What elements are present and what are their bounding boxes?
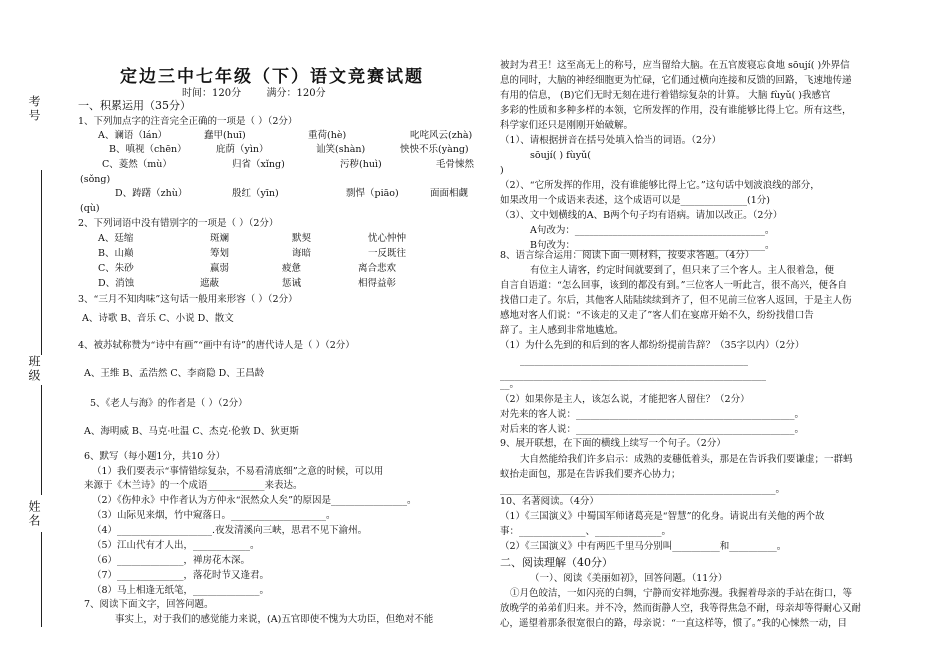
left-line: 诲暗 xyxy=(292,248,312,259)
left-line: 惩诫 xyxy=(282,278,302,289)
exam-meta: 时间：120分 满分：120分 xyxy=(182,88,326,99)
right-line: 被封为君王！这至高无上的称号，应当留给大脑。在五官废寝忘食地 sōují( )外界信 xyxy=(500,60,850,71)
right-line: （2）如果你是主人，该怎么说，才能把客人留住？（2分） xyxy=(500,394,750,405)
left-line: 离合悲欢 xyxy=(358,263,397,274)
left-line: (qù) xyxy=(80,203,100,214)
right-line: 对先来的客人说：______________________________________________。 xyxy=(500,409,805,420)
left-line: 一、积累运用（35分） xyxy=(78,99,191,112)
left-line: A、廷缩 xyxy=(98,233,134,244)
right-line: __________________________________________________________。 xyxy=(500,484,786,495)
left-line: A、诗歌 B、音乐 C、小说 D、散文 xyxy=(82,313,234,324)
left-line: 斑斓 xyxy=(210,233,230,244)
class-label: 班级 xyxy=(27,355,41,383)
left-line: C、菱然（mù） xyxy=(102,159,172,170)
right-line: sōují( ) fùyǔ( xyxy=(530,150,591,161)
right-line: 事：______________、______________。 xyxy=(500,526,672,537)
right-line: 8、语言综合运用：阅读下面一则材料，按要求答题。（4分） xyxy=(500,250,755,261)
right-line: ________________________________________________ xyxy=(520,355,748,366)
left-line: A、海明威 B、马克·吐温 C、杰克·伦敦 D、狄更斯 xyxy=(84,426,299,437)
right-line: （1）为什么先到的和后到的客人都纷纷提前告辞？（35字以内）（2分） xyxy=(500,340,805,351)
left-line: 庇荫（yìn） xyxy=(216,144,269,155)
right-line: （一）、阅读《美丽如初》，回答问题。（11分） xyxy=(530,573,728,584)
right-line: 辞了。主人感到非常地尴尬。 xyxy=(500,325,624,336)
left-line: 剽悍（piāo) xyxy=(346,188,399,199)
right-line: （1）、请根据拼音在括号处填入恰当的词语。（2分） xyxy=(500,135,722,146)
left-line: （8）马上相逢无纸笔，______________。 xyxy=(92,585,270,596)
left-line: （5）江山代有才人出，____________。 xyxy=(92,540,260,551)
left-line: 筹划 xyxy=(210,248,230,259)
left-line: （1）我们要表示“事情错综复杂，不易看清底细”之意的时候，可以用 xyxy=(92,466,384,477)
right-line: 找借口走了。尔后，其他客人陆陆续续到齐了，但不见前三位客人返回，于是主人伤 xyxy=(500,295,852,306)
right-line: 心，遥望着那条很宽很白的路，母亲说：“一直这样等，惯了。”我的心悚然一动，目 xyxy=(500,618,847,629)
page-title: 定边三中七年级（下）语文竞赛试题 xyxy=(120,67,424,87)
right-line: 如果改用一个成语来表述，这个成语可以是______________(1分) xyxy=(500,195,770,206)
left-line: 叱咤风云(zhà) xyxy=(410,130,473,141)
left-line: 归省（xǐng) xyxy=(232,159,285,170)
exam-number-label: 考号 xyxy=(27,95,41,123)
left-line: (sǒng) xyxy=(80,174,111,185)
left-line: 讪笑(shàn) xyxy=(316,144,366,155)
left-line: （6）______________，禅房花木深。 xyxy=(92,555,251,566)
left-line: C、朱砂 xyxy=(98,263,134,274)
right-line: （2）、“它所发挥的作用，没有谁能够比得上它。”这句话中划波浪线的部分， xyxy=(500,180,820,191)
name-label: 姓名 xyxy=(27,500,41,528)
right-line: __。 xyxy=(500,379,520,390)
left-line: 面面相觑 xyxy=(430,188,469,199)
left-line: 毛骨悚然 xyxy=(436,159,475,170)
left-line: 来源于《木兰诗》的一个成语____________来表达。 xyxy=(84,480,303,491)
right-line: 放晚学的弟弟们归来。并不冷，然而街静人空，我等得焦急不耐，母亲却等得耐心又耐 xyxy=(500,603,862,614)
left-line: 怏怏不乐(yàng) xyxy=(400,144,469,155)
left-line: B、山巅 xyxy=(98,248,134,259)
right-line: ①月色皎洁，一如闪亮的白绸，宁静而安祥地弥漫。我握着母亲的手站在街口，等 xyxy=(510,588,853,599)
right-line: 自言自语道：“怎么回事，该到的都没有到。”三位客人一听此言，很不高兴，便各自 xyxy=(500,280,847,291)
right-line: （2）《三国演义》中有两匹千里马分别叫__________和__________。 xyxy=(500,541,787,552)
right-line: A句改为：________________________________________。 xyxy=(530,225,775,236)
left-line: D、踌躇（zhù） xyxy=(115,188,188,199)
sidebar-line-1 xyxy=(41,170,42,355)
left-line: A、王维 B、孟浩然 C、李商隐 D、王昌龄 xyxy=(84,368,265,379)
left-line: 忧心忡忡 xyxy=(368,233,407,244)
right-line: 有位主人请客，约定时间就要到了，但只来了三个客人。主人很着急，便 xyxy=(530,265,835,276)
right-line: 感地对客人们说：“不该走的又走了”客人们在宴席开始不久，纷纷找借口告 xyxy=(500,310,814,321)
left-line: 遮蔽 xyxy=(200,278,220,289)
left-line: 污秽(huì) xyxy=(340,159,382,170)
left-line: 蠢甲(huī) xyxy=(204,130,246,141)
left-line: （3）山际见来烟，竹中窥落日。____________________。 xyxy=(92,510,336,521)
right-line: 对后来的客人说：______________________________________________。 xyxy=(500,424,805,435)
left-line: 疲惫 xyxy=(282,263,302,274)
right-line: ________________________________________________________ xyxy=(500,370,766,381)
right-line: （3）、文中划横线的A、B两个句子均有语病。请加以改正。（2分） xyxy=(500,210,783,221)
right-line: 9、展开联想，在下面的横线上续写一个句子。（2分） xyxy=(500,438,726,449)
left-line: 7、阅读下面文字，回答问题。 xyxy=(84,599,214,610)
left-line: 5、《老人与海》的作者是（ ）（2分） xyxy=(90,398,248,409)
right-line: 多彩的性质和多种多样的本领，它所发挥的作用，没有谁能够比得上它。所有这些， xyxy=(500,105,852,116)
left-line: 4、被苏轼称赞为“诗中有画”“画中有诗”的唐代诗人是（ ）（2分） xyxy=(78,340,355,351)
right-line: 二、阅读理解（40分） xyxy=(500,556,613,569)
left-line: （7）______________，落花时节又逢君。 xyxy=(92,570,270,581)
sidebar-line-2 xyxy=(41,385,42,495)
left-line: 殷红（yīn) xyxy=(232,188,279,199)
left-line: 相得益彰 xyxy=(358,278,397,289)
right-line: 有用的信息， (B)它们无时无刻在进行着错综复杂的计算。 大脑 fùyǔ( )我感官 xyxy=(500,90,831,101)
right-line: 蚁抬走面包，那是在告诉我们要齐心协力； xyxy=(500,469,681,480)
left-line: 6、默写（每小题1分，共10 分） xyxy=(84,451,226,462)
right-line: （1）《三国演义》中蜀国军师诸葛亮是“智慧”的化身。请说出有关他的两个故 xyxy=(500,511,825,522)
left-line: 赢弱 xyxy=(210,263,230,274)
left-line: 一反既往 xyxy=(368,248,407,259)
right-line: 大自然能给我们许多启示：成熟的麦穗低着头，那是在告诉我们要谦虚；一群蚂 xyxy=(520,454,853,465)
sidebar-line-3 xyxy=(41,532,42,627)
left-line: （4）____________________.夜发清溪向三峡，思君不见下渝州。 xyxy=(92,525,368,536)
left-line: 重荷(hè) xyxy=(308,130,347,141)
left-line: 3、“三月不知肉味”这句话一般用来形容（ ）（2分） xyxy=(78,294,298,305)
left-line: 2、下列词语中没有错别字的一项是（ ）（2分） xyxy=(78,218,279,229)
left-line: （2）《伤仲永》中作者认为方仲永“泯然众人矣”的原因是________________。 xyxy=(92,495,417,506)
left-line: 事实上，对于我们的感觉能力来说，(A)五官即使不愧为大功臣，但绝对不能 xyxy=(115,614,434,625)
right-line: B句改为：________________________________________。 xyxy=(530,240,775,251)
left-line: 1、下列加点字的注音完全正确的一项是（ ）（2分） xyxy=(78,116,298,127)
right-line: 息的同时，大脑的神经细胞更为忙碌，它们通过横向连接和反馈的回路，飞速地传递 xyxy=(500,75,852,86)
left-line: A、谰语（lán） xyxy=(98,130,168,141)
left-line: B、嗔视（chēn） xyxy=(109,144,187,155)
left-line: 默契 xyxy=(292,233,312,244)
right-line: 科学家们还只是刚刚开始破解。 xyxy=(500,120,634,131)
right-line: ) xyxy=(500,165,504,176)
left-line: D、消蚀 xyxy=(98,278,135,289)
right-line: 10、名著阅读。（4分） xyxy=(500,496,599,507)
